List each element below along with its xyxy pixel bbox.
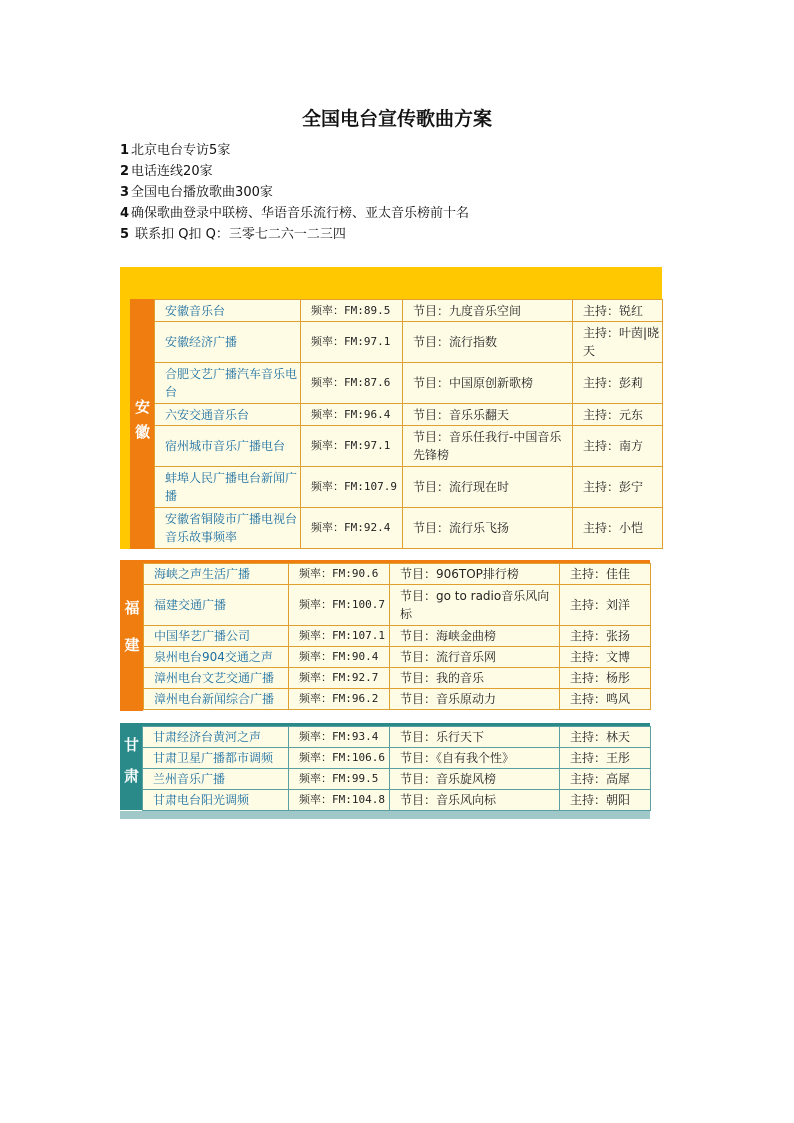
table-row <box>155 508 663 549</box>
frequency: 频率：FM:87.6 <box>301 363 403 404</box>
station-table <box>154 299 663 549</box>
bottom-rule <box>120 811 650 819</box>
host: 主持：朝阳 <box>560 790 651 811</box>
plan-item-number: 4 <box>120 206 130 221</box>
table-row <box>144 647 651 668</box>
host: 主持：鸣风 <box>560 689 651 710</box>
station-name: 蚌埠人民广播电台新闻广播 <box>155 467 301 508</box>
station-table <box>143 563 651 710</box>
program: 节目：流行乐飞扬 <box>403 508 573 549</box>
station-name: 六安交通音乐台 <box>155 404 301 426</box>
table-row <box>155 404 663 426</box>
host: 主持：小恺 <box>573 508 663 549</box>
frequency: 频率：FM:97.1 <box>301 426 403 467</box>
table-row <box>144 564 651 585</box>
frequency: 频率：FM:93.4 <box>289 727 390 748</box>
host: 主持：刘洋 <box>560 585 651 626</box>
plan-item <box>120 161 469 182</box>
program: 节目：go to radio音乐风向标 <box>390 585 560 626</box>
frequency: 频率：FM:92.7 <box>289 668 390 689</box>
host: 主持：彭莉 <box>573 363 663 404</box>
station-name: 漳州电台新闻综合广播 <box>144 689 289 710</box>
plan-item-text: 北京电台专访5家 <box>131 143 231 158</box>
table-row <box>155 363 663 404</box>
station-name: 甘肃卫星广播都市调频 <box>143 748 289 769</box>
frequency: 频率：FM:90.6 <box>289 564 390 585</box>
station-name: 兰州音乐广播 <box>143 769 289 790</box>
frequency: 频率：FM:107.1 <box>289 626 390 647</box>
program: 节目：音乐旋风榜 <box>390 769 560 790</box>
station-table <box>142 726 651 811</box>
frequency: 频率：FM:92.4 <box>301 508 403 549</box>
host: 主持：佳佳 <box>560 564 651 585</box>
program: 节目：《自有我个性》 <box>390 748 560 769</box>
table-row <box>155 426 663 467</box>
page-title: 全国电台宣传歌曲方案 <box>301 108 492 130</box>
frequency: 频率：FM:107.9 <box>301 467 403 508</box>
table-row <box>143 748 651 769</box>
frequency: 频率：FM:100.7 <box>289 585 390 626</box>
program: 节目：中国原创新歌榜 <box>403 363 573 404</box>
table-row <box>144 626 651 647</box>
table-row <box>143 790 651 811</box>
program: 节目：乐行天下 <box>390 727 560 748</box>
frequency: 频率：FM:96.2 <box>289 689 390 710</box>
host: 主持：锐红 <box>573 300 663 322</box>
table-row <box>143 727 651 748</box>
frequency: 频率：FM:99.5 <box>289 769 390 790</box>
table-row <box>143 769 651 790</box>
frequency: 频率：FM:96.4 <box>301 404 403 426</box>
program: 节目：音乐风向标 <box>390 790 560 811</box>
station-name: 安徽音乐台 <box>155 300 301 322</box>
program: 节目：音乐乐翻天 <box>403 404 573 426</box>
province-label: 甘肃 <box>120 726 142 810</box>
host: 主持：彭宁 <box>573 467 663 508</box>
program: 节目：流行音乐网 <box>390 647 560 668</box>
frequency: 频率：FM:97.1 <box>301 322 403 363</box>
host: 主持：林天 <box>560 727 651 748</box>
frequency: 频率：FM:104.8 <box>289 790 390 811</box>
program: 节目：音乐任我行-中国音乐先锋榜 <box>403 426 573 467</box>
station-name: 安徽经济广播 <box>155 322 301 363</box>
table-row <box>155 300 663 322</box>
host: 主持：张扬 <box>560 626 651 647</box>
program: 节目：流行现在时 <box>403 467 573 508</box>
host: 主持：王彤 <box>560 748 651 769</box>
station-name: 甘肃电台阳光调频 <box>143 790 289 811</box>
plan-item <box>120 182 469 203</box>
station-name: 安徽省铜陵市广播电视台音乐故事频率 <box>155 508 301 549</box>
plan-item-text: 确保歌曲登录中联榜、华语音乐流行榜、亚太音乐榜前十名 <box>131 206 470 221</box>
host: 主持：杨彤 <box>560 668 651 689</box>
station-name: 合肥文艺广播汽车音乐电台 <box>155 363 301 404</box>
plan-item-number: 5 <box>120 227 130 242</box>
host: 主持：南方 <box>573 426 663 467</box>
plan-item <box>120 140 469 161</box>
station-name: 漳州电台文艺交通广播 <box>144 668 289 689</box>
province-label: 安徽 <box>130 299 154 549</box>
plan-item-number: 3 <box>120 185 130 200</box>
program: 节目：906TOP排行榜 <box>390 564 560 585</box>
host: 主持：叶茵|晓天 <box>573 322 663 363</box>
program: 节目：海峡金曲榜 <box>390 626 560 647</box>
plan-item <box>120 203 469 224</box>
plan-item-text: 电话连线20家 <box>131 164 213 179</box>
plan-item-number: 2 <box>120 164 130 179</box>
station-name: 福建交通广播 <box>144 585 289 626</box>
province-label: 福建 <box>120 563 143 711</box>
plan-item-text: 全国电台播放歌曲300家 <box>131 185 273 200</box>
table-row <box>155 322 663 363</box>
station-name: 泉州电台904交通之声 <box>144 647 289 668</box>
host: 主持：高犀 <box>560 769 651 790</box>
table-row <box>155 467 663 508</box>
host: 主持：元东 <box>573 404 663 426</box>
table-row <box>144 668 651 689</box>
host: 主持：文博 <box>560 647 651 668</box>
table-row <box>144 585 651 626</box>
frequency: 频率：FM:106.6 <box>289 748 390 769</box>
station-name: 甘肃经济台黄河之声 <box>143 727 289 748</box>
header-band <box>120 267 662 299</box>
plan-item-text: 联系扣 Q扣 Q：三零七二六一二三四 <box>131 227 346 242</box>
frequency: 频率：FM:89.5 <box>301 300 403 322</box>
program: 节目：音乐原动力 <box>390 689 560 710</box>
station-name: 中国华艺广播公司 <box>144 626 289 647</box>
program: 节目：九度音乐空间 <box>403 300 573 322</box>
station-name: 海峡之声生活广播 <box>144 564 289 585</box>
plan-item <box>120 224 469 245</box>
program: 节目：我的音乐 <box>390 668 560 689</box>
plan-item-number: 1 <box>120 143 130 158</box>
frequency: 频率：FM:90.4 <box>289 647 390 668</box>
table-row <box>144 689 651 710</box>
plan-list <box>120 140 469 245</box>
program: 节目：流行指数 <box>403 322 573 363</box>
station-name: 宿州城市音乐广播电台 <box>155 426 301 467</box>
